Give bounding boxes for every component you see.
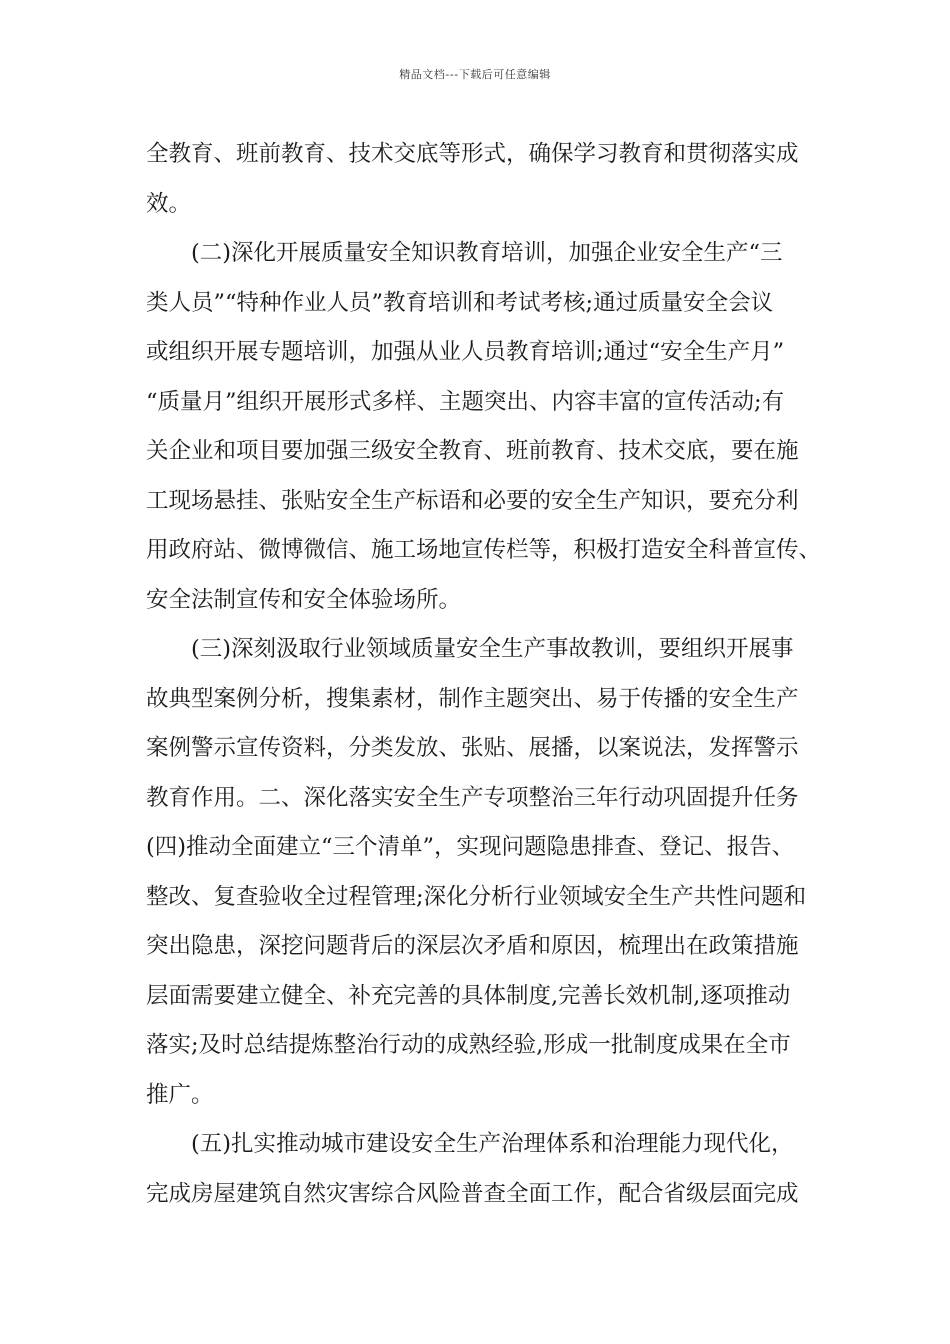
text-line: (四)推动全面建立“三个清单”，实现问题隐患排查、登记、报告、 [146,834,795,860]
text-line: 全教育、班前教育、技术交底等形式，确保学习教育和贯彻落实成 [146,141,799,167]
text-line: 效。 [146,190,192,217]
text-line: 落实;及时总结提炼整治行动的成熟经验,形成一批制度成果在全市 [146,1032,791,1058]
text-line: 或组织开展专题培训，加强从业人员教育培训;通过“安全生产月” [146,339,785,365]
text-line: 整改、复查验收全过程管理;深化分析行业领域安全生产共性问题和 [146,883,807,910]
text-line: 案例警示宣传资料，分类发放、张贴、展播，以案说法，发挥警示 [146,735,799,761]
text-line: 推广。 [146,1081,214,1108]
text-line: 安全法制宣传和安全体验场所。 [146,586,462,613]
text-line: 类人员”“特种作业人员”教育培训和考试考核;通过质量安全会议 [146,289,774,316]
text-line: 层面需要建立健全、补充完善的具体制度,完善长效机制,逐项推动 [146,982,791,1009]
text-line: “质量月”组织开展形式多样、主题突出、内容丰富的宣传活动;有 [146,388,785,415]
text-line: 教育作用。二、深化落实安全生产专项整治三年行动巩固提升任务 [146,784,799,811]
text-line: (五)扎实推动城市建设安全生产治理体系和治理能力现代化， [191,1131,794,1157]
text-line: 完成房屋建筑自然灾害综合风险普查全面工作，配合省级层面完成 [146,1180,799,1207]
page-header: 精品文档---下载后可任意编辑 [399,68,551,81]
text-line: 工现场悬挂、张贴安全生产标语和必要的安全生产知识，要充分利 [146,487,799,514]
text-line: 突出隐患，深挖问题背后的深层次矛盾和原因，梳理出在政策措施 [146,933,799,959]
text-line: 关企业和项目要加强三级安全教育、班前教育、技术交底，要在施 [146,438,799,464]
text-line: 用政府站、微博微信、施工场地宣传栏等，积极打造安全科普宣传、 [146,537,822,563]
text-line: (三)深刻汲取行业领域质量安全生产事故教训，要组织开展事 [191,636,794,662]
text-line: (二)深化开展质量安全知识教育培训，加强企业安全生产“三 [191,240,783,266]
text-line: 故典型案例分析，搜集素材，制作主题突出、易于传播的安全生产 [146,685,799,712]
document-body [146,130,822,1219]
